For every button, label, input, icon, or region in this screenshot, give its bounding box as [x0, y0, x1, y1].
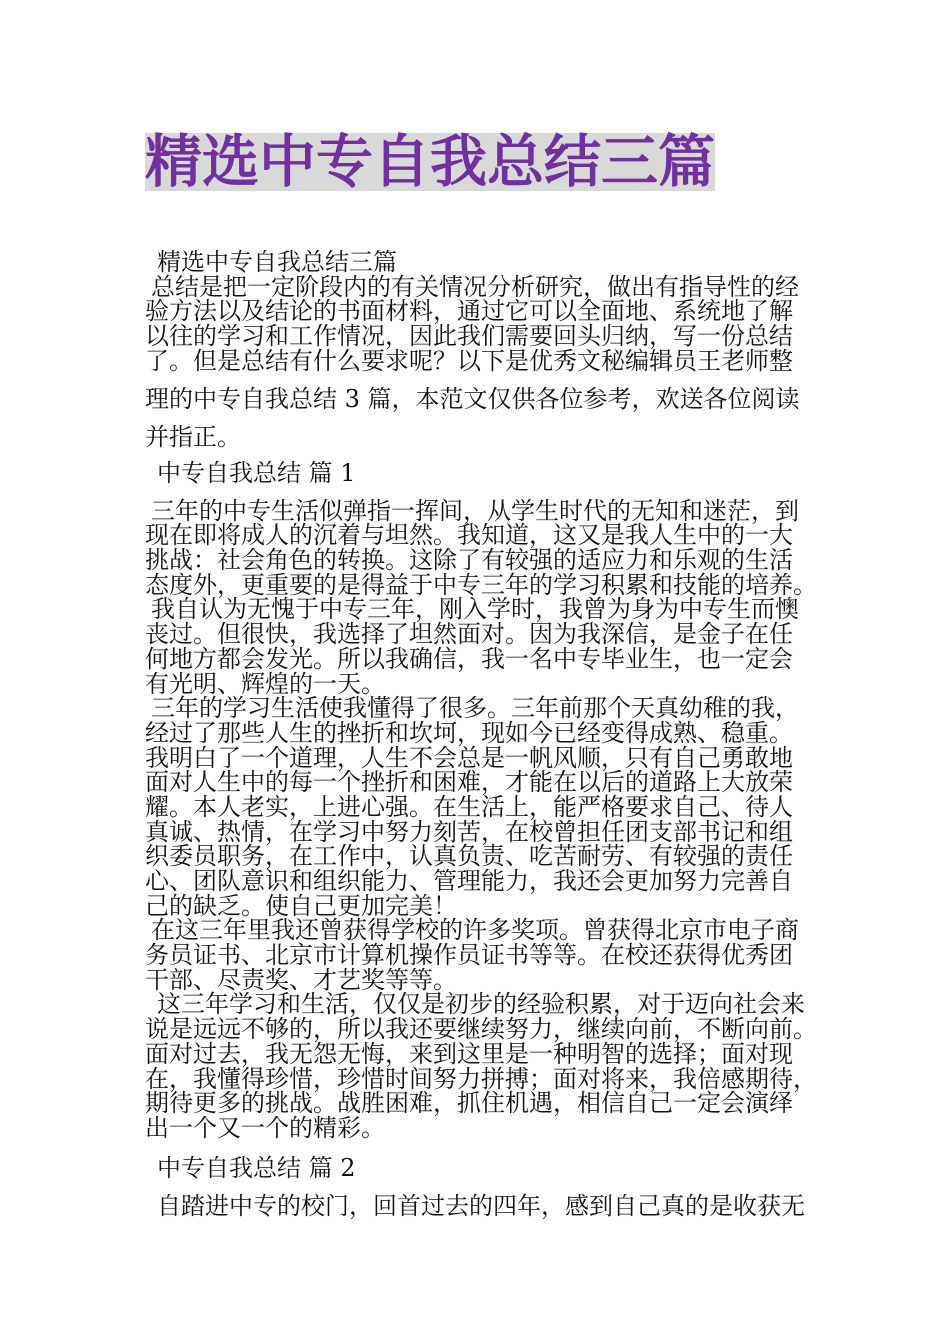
section-1-paragraph	[145, 496, 925, 599]
text-line: 三年的中专生活似弹指一挥间，从学生时代的无知和迷茫，到	[151, 496, 799, 525]
text-line: 经过了那些人生的挫折和坎坷，现如今已经变得成熟、稳重。	[145, 718, 793, 747]
text-line: 丧过。但很快，我选择了坦然面对。因为我深信，是金子在任	[145, 620, 793, 649]
text-line: 在，我懂得珍惜，珍惜时间努力拼搏；面对将来，我倍感期待，	[145, 1064, 817, 1093]
text-line: 面对人生中的每一个挫折和困难，才能在以后的道路上大放荣	[145, 768, 793, 797]
text-line: 了。但是总结有什么要求呢？以下是优秀文秘编辑员王老师整	[145, 346, 793, 375]
section-2-heading: 中专自我总结 篇 2	[157, 1153, 356, 1182]
text-line: 验方法以及结论的书面材料，通过它可以全面地、系统地了解	[145, 297, 793, 326]
section-2-paragraph	[145, 1191, 925, 1220]
text-line: 挑战：社会角色的转换。这除了有较强的适应力和乐观的生活	[145, 546, 793, 575]
text-line: 己的缺乏。使自己更加完美！	[145, 891, 457, 920]
text-line: 说是远远不够的，所以我还要继续努力，继续向前，不断向前。	[145, 1015, 817, 1044]
text-line: 面对过去，我无怨无悔，来到这里是一种明智的选择；面对现	[145, 1039, 793, 1068]
section-2	[145, 1153, 925, 1220]
text-line: 务员证书、北京市计算机操作员证书等等。在校还获得优秀团	[145, 941, 793, 970]
section-1-paragraph	[145, 992, 925, 1140]
text-line: 心、团队意识和组织能力、管理能力，我还会更加努力完善自	[145, 867, 793, 895]
text-line: 何地方都会发光。所以我确信，我一名中专毕业生，也一定会	[145, 644, 793, 673]
text-line: 耀。本人老实，上进心强。在生活上，能严格要求自己、待人	[145, 792, 793, 821]
text-line: 这三年学习和生活，仅仅是初步的经验积累，对于迈向社会来	[157, 990, 805, 1019]
text-line: 态度外，更重要的是得益于中专三年的学习积累和技能的培养。	[145, 570, 817, 599]
text-line: 自踏进中专的校门，回首过去的四年，感到自己真的是收获无	[157, 1191, 805, 1220]
intro-section	[145, 250, 925, 449]
text-line: 我自认为无愧于中专三年，刚入学时，我曾为身为中专生而懊	[151, 595, 799, 624]
section-1-paragraph	[145, 696, 925, 918]
document-body	[145, 250, 925, 1219]
text-line: 在这三年里我还曾获得学校的许多奖项。曾获得北京市电子商	[151, 916, 799, 945]
text-line: 出一个又一个的精彩。	[145, 1113, 385, 1142]
text-line: 有光明、辉煌的一天。	[145, 669, 385, 698]
text-line: 现在即将成人的沉着与坦然。我知道，这又是我人生中的一大	[145, 521, 793, 550]
intro-paragraph	[145, 272, 925, 451]
text-line: 真诚、热情，在学习中努力刻苦，在校曾担任团支部书记和组	[145, 817, 793, 846]
intro-heading: 精选中专自我总结三篇	[157, 248, 397, 276]
text-line: 总结是把一定阶段内的有关情况分析研究，做出有指导性的经	[151, 272, 799, 301]
document-title: 精选中专自我总结三篇	[145, 129, 715, 195]
section-1-heading: 中专自我总结 篇 1	[157, 458, 356, 487]
text-line: 织委员职务，在工作中，认真负责、吃苦耐劳、有较强的责任	[145, 842, 793, 871]
section-1-paragraph	[145, 597, 925, 696]
text-line: 干部、尽责奖、才艺奖等等。	[145, 965, 457, 994]
section-1	[145, 458, 925, 1142]
text-line: 三年的学习生活使我懂得了很多。三年前那个天真幼稚的我，	[151, 694, 799, 723]
text-line: 期待更多的挑战。战胜困难，抓住机遇，相信自己一定会演绎	[145, 1089, 793, 1118]
section-1-paragraph	[145, 918, 925, 992]
text-line: 以往的学习和工作情况，因此我们需要回头归纳，写一份总结	[145, 322, 793, 351]
text-line: 并指正。	[145, 422, 241, 451]
text-line: 理的中专自我总结 3 篇，本范文仅供各位参考，欢送各位阅读	[145, 384, 800, 413]
text-line: 我明白了一个道理，人生不会总是一帆风顺，只有自己勇敢地	[145, 743, 793, 772]
